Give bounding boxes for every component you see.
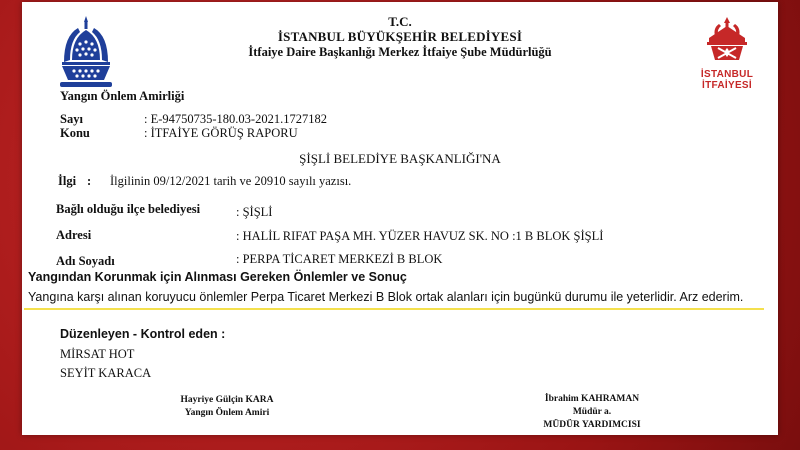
sayi-value: : E-94750735-180.03-2021.1727182: [144, 112, 327, 126]
field-label-name: Adı Soyadı: [56, 254, 115, 268]
section-body: Yangına karşı alınan koruyucu önlemler Perpa Ticaret Merkezi B Blok ortak alanları için bugünkü durumu ile yeterlidir. Arz ederim.: [28, 290, 744, 304]
field-value-address: : HALİL RIFAT PAŞA MH. YÜZER HAVUZ SK. NO :1 B BLOK ŞİŞLİ: [236, 229, 604, 243]
field-label-address: Adresi: [56, 228, 92, 242]
signature-right-title-2: MÜDÜR YARDIMCISI: [543, 420, 641, 430]
prepared-title: Düzenleyen - Kontrol eden :: [60, 327, 226, 341]
section-title: Yangından Korunmak için Alınması Gereken Önlemler ve Sonuç: [28, 270, 407, 284]
header-tc: T.C.: [388, 14, 412, 29]
addressee: ŞİŞLİ BELEDİYE BAŞKANLIĞI'NA: [299, 151, 501, 166]
signature-right-title-1: Müdür a.: [572, 407, 612, 417]
ilgi-colon: :: [87, 174, 92, 188]
ilgi-label: İlgi: [58, 174, 77, 188]
unit-title: Yangın Önlem Amirliği: [60, 89, 185, 103]
sayi-label: Sayı: [60, 112, 83, 126]
document-page: [22, 2, 778, 435]
konu-value: : İTFAİYE GÖRÜŞ RAPORU: [144, 126, 298, 140]
signature-left-title: Yangın Önlem Amiri: [184, 408, 270, 418]
signature-right-name: İbrahim KAHRAMAN: [544, 394, 640, 404]
field-value-name: : PERPA TİCARET MERKEZİ B BLOK: [236, 252, 443, 266]
field-value-district: : ŞİŞLİ: [236, 205, 273, 219]
highlight-underline: [24, 308, 764, 310]
ilgi-value: İlgilinin 09/12/2021 tarih ve 20910 sayılı yazısı.: [110, 174, 352, 188]
field-label-district: Bağlı olduğu ilçe belediyesi: [56, 202, 201, 216]
prepared-name-1: MİRSAT HOT: [60, 347, 135, 361]
header-ibb: İSTANBUL BÜYÜKŞEHİR BELEDİYESİ: [277, 29, 523, 44]
konu-label: Konu: [60, 126, 90, 140]
header-department: İtfaiye Daire Başkanlığı Merkez İtfaiye Şube Müdürlüğü: [248, 45, 552, 59]
logo-text-line-2: İTFAİYESİ: [702, 80, 752, 91]
logo-text-line-1: İSTANBUL: [700, 69, 754, 80]
signature-left-name: Hayriye Gülçin KARA: [180, 395, 274, 405]
prepared-name-2: SEYİT KARACA: [60, 366, 152, 380]
